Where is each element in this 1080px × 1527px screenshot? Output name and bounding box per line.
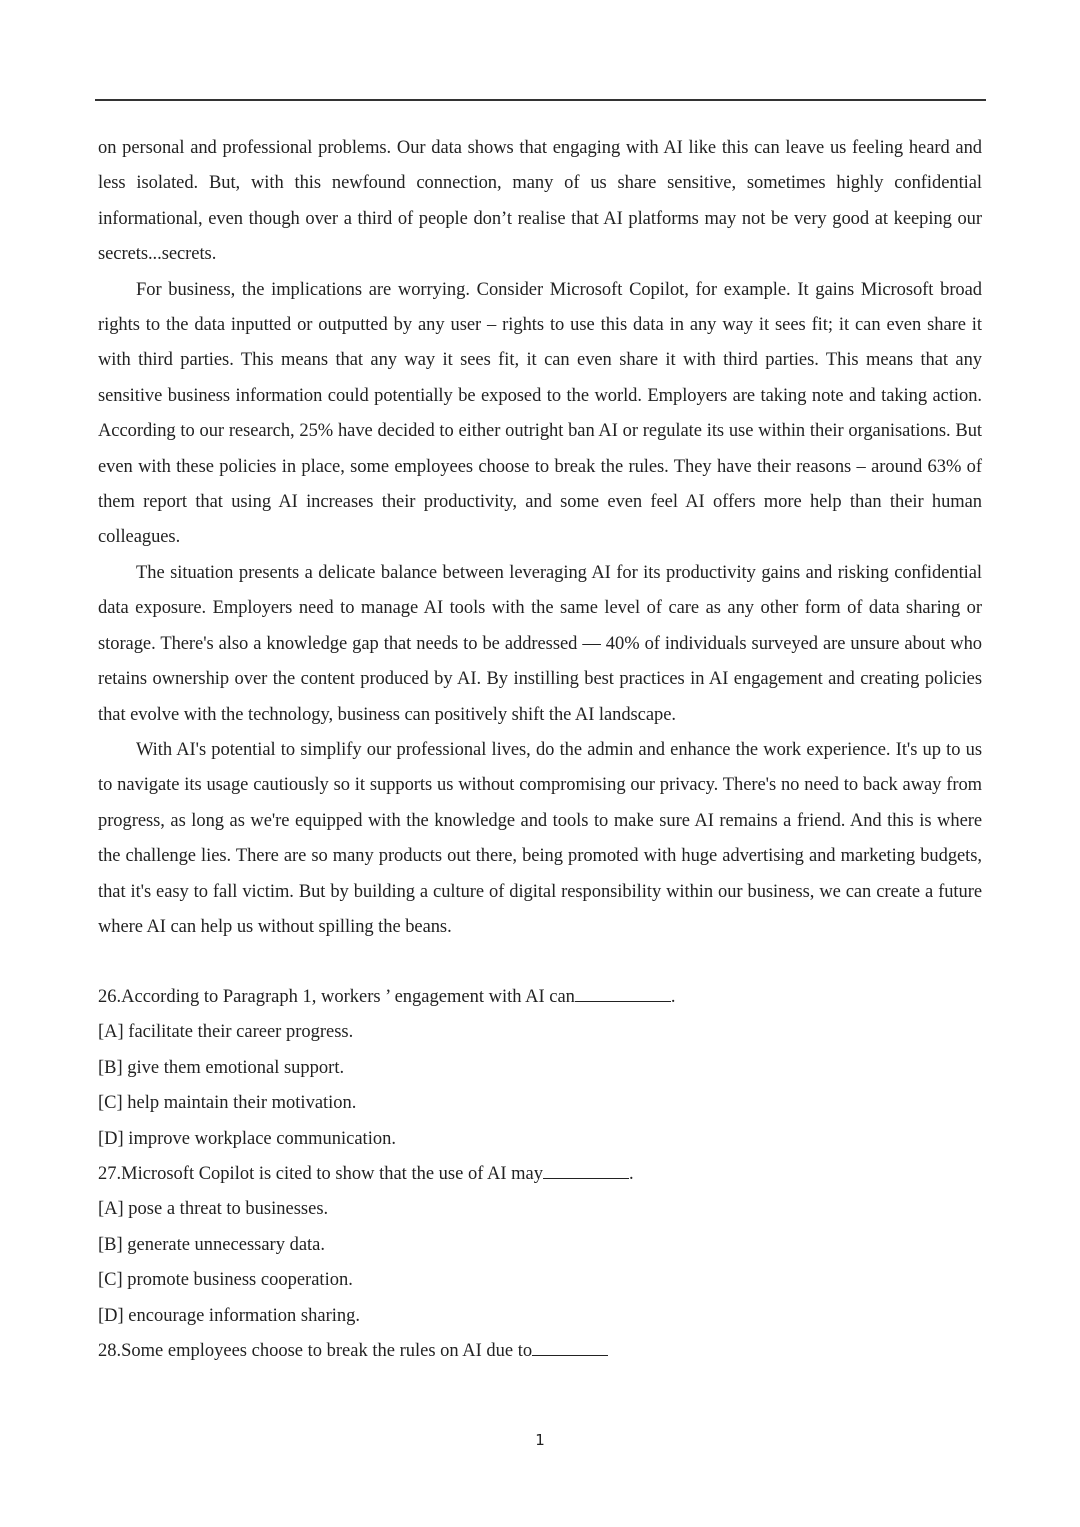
question-26-stem: 26.According to Paragraph 1, workers ’ engagement with AI can [98, 987, 575, 1007]
question-27-line [98, 1157, 982, 1192]
question-27-option-d: [D] encourage information sharing. [98, 1305, 360, 1326]
question-27-tail: . [628, 1164, 634, 1185]
question-27-option-c: [C] promote business cooperation. [98, 1270, 353, 1291]
passage-paragraph-4: With AI's potential to simplify our professional lives, do the admin and enhance the work experience. It's up to us to navigate its usage cautiously so it supports us without compromising our privacy. There's no need to back away from progress, as long as we're equipped with the knowledge and tools to make sure AI remains a friend. And this is where the challenge lies. There are so many products out there, being promoted with huge advertising and marketing budgets, that it's easy to fall victim. But by building a culture of digital responsibility within our business, we can create a future where AI can help us without spilling the beans. [98, 739, 982, 937]
page-number: 1 [535, 1431, 545, 1449]
question-26-blank[interactable] [575, 983, 671, 1003]
question-28-blank[interactable] [532, 1337, 608, 1357]
question-28-line [98, 1334, 982, 1369]
question-26-tail: . [670, 987, 676, 1007]
question-26-option-c: [C] help maintain their motivation. [98, 1093, 357, 1114]
question-26-option-b: [B] give them emotional support. [98, 1057, 345, 1078]
question-26-option-a: [A] facilitate their career progress. [98, 1022, 354, 1043]
questions-section [98, 980, 982, 1369]
question-26-option-d: [D] improve workplace communication. [98, 1128, 396, 1149]
question-28-stem: 28.Some employees choose to break the rules on AI due to [98, 1341, 533, 1362]
question-26-line [98, 980, 982, 1015]
question-27-option-b: [B] generate unnecessary data. [98, 1234, 326, 1255]
question-27-stem: 27.Microsoft Copilot is cited to show that the use of AI may [98, 1164, 543, 1185]
passage [98, 131, 982, 945]
header-rule [95, 99, 986, 101]
passage-paragraph-3: The situation presents a delicate balance between leveraging AI for its productivity gains and risking confidential data exposure. Employers need to manage AI tools with the same level of care as any other form of data sharing or storage. There's also a knowledge gap that needs to be addressed — 40% of individuals surveyed are unsure about who retains ownership over the content produced by AI. By instilling best practices in AI engagement and creating policies that evolve with the technology, business can positively shift the AI landscape. [98, 562, 982, 725]
question-27-option-a: [A] pose a threat to businesses. [98, 1199, 329, 1220]
passage-paragraph-1: on personal and professional problems. Our data shows that engaging with AI like this can leave us feeling heard and less isolated. But, with this newfound connection, many of us share sensitive, sometimes highly confidential informational, even though over a third of people don’t realise that AI platforms may not be very good at keeping our secrets...secrets. [98, 138, 982, 265]
question-27-blank[interactable] [543, 1160, 629, 1180]
passage-paragraph-2: For business, the implications are worrying. Consider Microsoft Copilot, for example. It gains Microsoft broad rights to the data inputted or outputted by any user – rights to use this data in any way it sees fit; it can even share it with third parties. This means that any way it sees fit, it can even share it with third parties. This means that any sensitive business information could potentially be exposed to the world. Employers are taking note and taking action. According to our research, 25% have decided to either outright ban AI or regulate its use within their organisations. But even with these policies in place, some employees choose to break the rules. They have their reasons – around 63% of them report that using AI increases their productivity, and some even feel AI offers more help than their human colleagues. [98, 279, 982, 548]
